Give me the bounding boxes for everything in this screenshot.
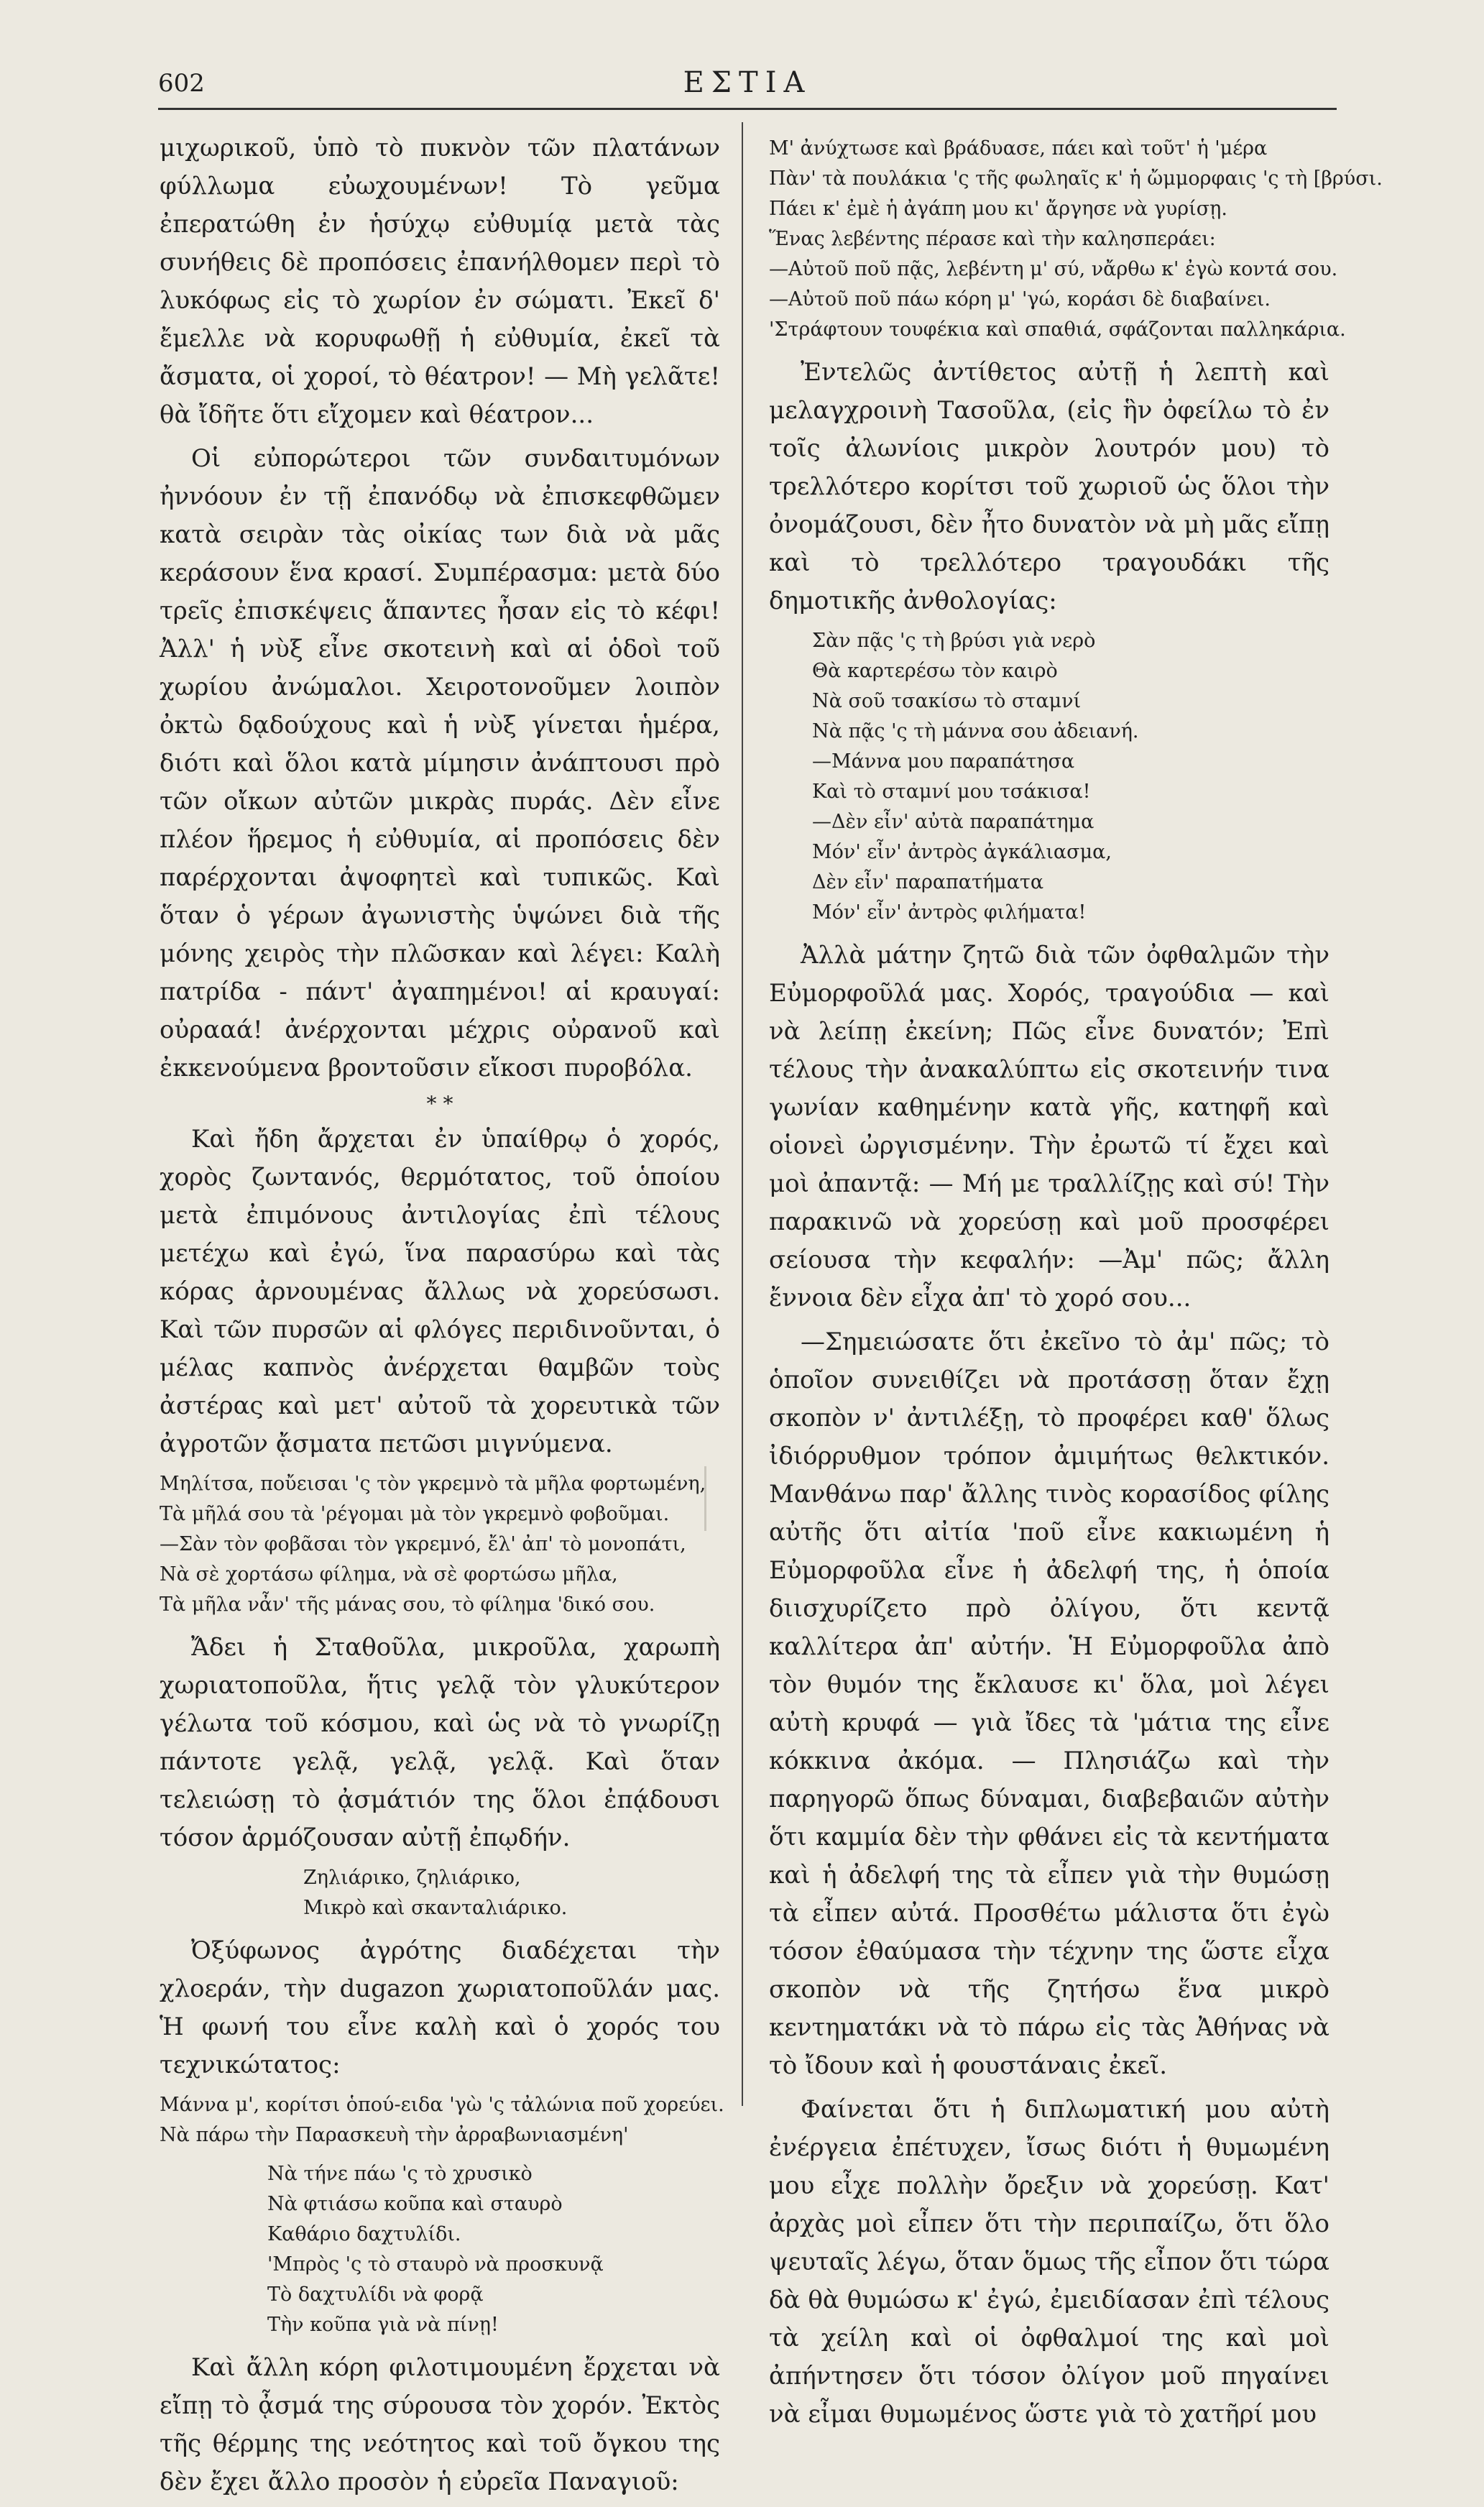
paragraph: Ἀλλὰ μάτην ζητῶ διὰ τῶν ὀφθαλμῶν τὴν Εὐμορφοῦλά μας. Χορός, τραγούδια — καὶ νὰ λείπῃ ἐκείνη; Πῶς εἶνε δυνατόν; Ἐπὶ τέλους τὴν ἀνακαλύπτω εἰς σκοτεινήν τινα γωνίαν καθημένην κατὰ γῆς, κατηφῆ καὶ οἱονεὶ ὠργισμένην. Τὴν ἐρωτῶ τί ἔχει καὶ μοὶ ἀπαντᾷ: — Μή με τραλλίζῃς καὶ σύ! Τὴν παρακινῶ νὰ χορεύσῃ καὶ μοῦ προσφέρει σείουσα τὴν κεφαλήν: —Ἀμ' πῶς; ἄλλη ἔννοια δὲν εἶχα ἀπ' τὸ χορό σου... [769, 941, 1329, 1312]
right-column [769, 129, 1383, 2439]
paragraph: Ὀξύφωνος ἀγρότης διαδέχεται τὴν χλοεράν, τὴν dugazon χωριατοποῦλάν μας. Ἡ φωνή του εἶνε καλὴ καὶ ὁ χορός του τεχνικώτατος: [160, 1936, 720, 2079]
paragraph: Καὶ ἄλλη κόρη φιλοτιμουμένη ἔρχεται νὰ εἴπῃ τὸ ᾆσμά της σύρουσα τὸν χορόν. Ἐκτὸς τῆς θέρμης της νεότητος καὶ τοῦ ὄγκου της δὲν ἔχει ἄλλο προσὸν ἡ εὐρεῖα Παναγιοῦ: [160, 2353, 720, 2496]
verse-block [160, 2090, 724, 2150]
verse-line: Τὰ μῆλα νἆν' τῆς μάνας σου, τὸ φίλημα 'δικό σου. [160, 1593, 655, 1616]
verse-line: Μηλίτσα, ποὔεισαι 'ς τὸν γκρεμνὸ τὰ μῆλα φορτωμένη, [160, 1473, 706, 1495]
verse-line: Τὸ δαχτυλίδι νὰ φορᾷ [267, 2283, 484, 2306]
verse-line: 'Στράφτουν τουφέκια καὶ σπαθιά, σφάζονται παλληκάρια. [769, 318, 1346, 341]
paragraph: μιχωρικοῦ, ὑπὸ τὸ πυκνὸν τῶν πλατάνων φύλλωμα εὐωχουμένων! Τὸ γεῦμα ἐπερατώθη ἐν ἡσύχῳ εὐθυμίᾳ μετὰ τὰς συνήθεις δὲ προπόσεις ἐπανήλθομεν περὶ τὸ λυκόφως εἰς τὸ χωρίον ἐν σώματι. Ἐκεῖ δ' ἔμελλε νὰ κορυφωθῇ ἡ εὐθυμία, ἐκεῖ τὰ ἄσματα, οἱ χοροί, τὸ θέατρον! — Μὴ γελᾶτε! θὰ ἴδῆτε ὅτι εἴχομεν καὶ θέατρον... [160, 134, 720, 429]
binding-shadow [704, 1466, 757, 1531]
paragraph: Ἄδει ἡ Σταθοῦλα, μικροῦλα, χαρωπὴ χωριατοποῦλα, ἥτις γελᾷ τὸν γλυκύτερον γέλωτα τοῦ κόσμου, καὶ ὡς νὰ τὸ γνωρίζῃ πάντοτε γελᾷ, γελᾷ, γελᾷ. Καὶ ὅταν τελειώσῃ τὸ ᾀσμάτιόν της ὅλοι ἐπᾴδουσι τόσον ἁρμόζουσαν αὐτῇ ἐπῳδήν. [160, 1633, 720, 1852]
verse-line: Νὰ σοῦ τσακίσω τὸ σταμνί [812, 690, 1082, 712]
header-rule [158, 108, 1337, 110]
verse-line: Μ' ἀνύχτωσε καὶ βράδυασε, πάει καὶ τοῦτ' ἡ 'μέρα [769, 137, 1268, 160]
verse-line: —Δὲν εἶν' αὐτὰ παραπάτημα [812, 811, 1094, 833]
verse-line: Πὰν' τὰ πουλάκια 'ς τῆς φωληαῖς κ' ἡ ὤμμορφαις 'ς τὴ [βρύσι. [769, 167, 1383, 190]
running-title: ΕΣΤΙΑ [683, 66, 812, 99]
verse-line: Νὰ σὲ χορτάσω φίλημα, νὰ σὲ φορτώσω μῆλα, [160, 1563, 618, 1586]
verse-block [160, 1469, 720, 1620]
verse-line: —Σὰν τὸν φοβᾶσαι τὸν γκρεμνό, ἔλ' ἀπ' τὸ μονοπάτι, [160, 1533, 686, 1555]
verse-line: Ζηλιάρικο, ζηλιάρικο, [303, 1867, 521, 1889]
verse-block [769, 626, 1329, 928]
verse-block [769, 134, 1383, 345]
verse-line: Μόν' εἶν' ἀντρὸς φιλήματα! [812, 901, 1087, 924]
verse-block [160, 1863, 720, 1923]
section-break: * * [426, 1092, 453, 1116]
verse-line: Τὰ μῆλά σου τὰ 'ρέγομαι μὰ τὸν γκρεμνὸ φοβοῦμαι. [160, 1503, 670, 1525]
verse-line: —Αὐτοῦ ποῦ πάω κόρη μ' 'γώ, κοράσι δὲ διαβαίνει. [769, 288, 1271, 310]
verse-line: 'Μπρὸς 'ς τὸ σταυρὸ νὰ προσκυνᾷ [267, 2253, 604, 2276]
paragraph: Ἐντελῶς ἀντίθετος αὐτῇ ἡ λεπτὴ καὶ μελαγχροινὴ Τασοῦλα, (εἰς ἣν ὀφείλω τὸ ἐν τοῖς ἀλωνίοις μικρὸν λουτρόν μου) τὸ τρελλότερο κορίτσι τοῦ χωριοῦ ὡς ὅλοι τὴν ὀνομάζουσι, δὲν ἦτο δυνατὸν νὰ μὴ μᾶς εἴπῃ καὶ τὸ τρελλότερο τραγουδάκι τῆς δημοτικῆς ἀνθολογίας: [769, 358, 1329, 615]
verse-line: Μόν' εἶν' ἀντρὸς ἀγκάλιασμα, [812, 841, 1112, 863]
verse-line: Μάννα μ', κορίτσι ὁπού-ειδα 'γὼ 'ς τἀλώνια ποῦ χορεύει. [160, 2094, 724, 2116]
verse-line: —Μάννα μου παραπάτησα [812, 750, 1075, 773]
page-header [158, 66, 1337, 102]
verse-line: Νὰ πάρω τὴν Παρασκευὴ τὴν ἀρραβωνιασμένη' [160, 2124, 629, 2146]
paragraph: Φαίνεται ὅτι ἡ διπλωματική μου αὐτὴ ἐνέργεια ἐπέτυχεν, ἴσως διότι ἡ θυμωμένη μου εἶχε πολλὴν ὄρεξιν νὰ χορεύσῃ. Κατ' ἀρχὰς μοὶ εἶπεν ὅτι τὴν περιπαίζω, ὅτι ὅλο ψευταῖς λέγω, ὅταν ὅμως τῆς εἶπον ὅτι τώρα δὰ θὰ θυμώσω κ' ἐγώ, ἐμειδίασαν ἐπὶ τέλους τὰ χείλη καὶ οἱ ὀφθαλμοί της καὶ μοὶ ἀπήντησεν ὅτι τόσον ὀλίγον μοῦ πηγαίνει νὰ εἶμαι θυμωμένος ὥστε γιὰ τὸ χατῆρί μου [769, 2095, 1329, 2429]
verse-line: Σὰν πᾷς 'ς τὴ βρύσι γιὰ νερὸ [812, 630, 1096, 652]
page-number: 602 [158, 69, 205, 98]
verse-line: Νὰ φτιάσω κοῦπα καὶ σταυρὸ [267, 2193, 563, 2215]
verse-line: Θὰ καρτερέσω τὸν καιρὸ [812, 660, 1058, 682]
verse-line: Νὰ πᾷς 'ς τὴ μάννα σου ἀδειανή. [812, 720, 1139, 742]
paragraph: —Σημειώσατε ὅτι ἐκεῖνο τὸ ἀμ' πῶς; τὸ ὁποῖον συνειθίζει νὰ προτάσσῃ ὅταν ἔχῃ σκοπὸν ν' ἀντιλέξῃ, τὸ προφέρει καθ' ὅλως ἰδιόρρυθμον τρόπον ἀμιμήτως θελκτικόν. Μανθάνω παρ' ἄλλης τινὸς κορασίδος φίλης αὐτῆς ὅτι αἰτία 'ποῦ εἶνε κακιωμένη ἡ Εὐμορφοῦλα εἶνε ἡ ἀδελφή της, ἡ ὁποία διισχυρίζετο πρὸ ὀλίγου, ὅτι κεντᾷ καλλίτερα ἀπ' αὐτήν. Ἡ Εὐμορφοῦλα ἀπὸ τὸν θυμόν της ἔκλαυσε κι' ὅλα, μοὶ λέγει αὐτὴ κρυφά — γιὰ ἴδες τὰ 'μάτια της εἶνε κόκκινα ἀκόμα. — Πλησιάζω καὶ τὴν παρηγορῶ ὅπως δύναμαι, διαβεβαιῶν αὐτὴν ὅτι καμμία δὲν τὴν φθάνει εἰς τὰ κεντήματα καὶ ἡ ἀδελφή της τὰ εἶπεν γιὰ τὴν θυμώσῃ τὰ εἶπεν αὐτά. Προσθέτω μάλιστα ὅτι ἐγὼ τόσον ἐθαύμασα τὴν τέχνην της ὥστε εἶχα σκοπὸν νὰ τῆς ζητήσω ἕνα μικρὸ κεντηματάκι νὰ τὸ πάρω εἰς τὰς Ἀθήνας νὰ τὸ ἴδουν καὶ ἡ φουστάναις ἐκεῖ. [769, 1328, 1329, 2080]
column-divider [742, 122, 743, 2106]
left-column [160, 129, 724, 2507]
verse-line: Τὴν κοῦπα γιὰ νὰ πίνῃ! [267, 2314, 499, 2336]
verse-line: Μικρὸ καὶ σκανταλιάρικο. [303, 1897, 568, 1919]
verse-line: Ἕνας λεβέντης πέρασε καὶ τὴν καλησπεράει: [769, 228, 1216, 250]
verse-line: Καὶ τὸ σταμνί μου τσάκισα! [812, 781, 1091, 803]
verse-line: Νὰ τήνε πάω 'ς τὸ χρυσικὸ [267, 2163, 533, 2185]
verse-line: Καθάριο δαχτυλίδι. [267, 2223, 461, 2245]
verse-block [160, 2159, 720, 2340]
paragraph: Καὶ ἤδη ἄρχεται ἐν ὑπαίθρῳ ὁ χορός, χορὸς ζωντανός, θερμότατος, τοῦ ὁποίου μετὰ ἐπιμόνους ἀντιλογίας ἐπὶ τέλους μετέχω καὶ ἐγώ, ἵνα παρασύρω καὶ τὰς κόρας ἀρνουμένας ἄλλως νὰ χορεύσωσι. Καὶ τῶν πυρσῶν αἱ φλόγες περιδινοῦνται, ὁ μέλας καπνὸς ἀνέρχεται θαμβῶν τοὺς ἀστέρας καὶ μετ' αὐτοῦ τὰ χορευτικὰ τῶν ἀγροτῶν ᾄσματα πετῶσι μιγνύμενα. [160, 1125, 720, 1458]
paragraph: Οἱ εὐπορώτεροι τῶν συνδαιτυμόνων ἠννόουν ἐν τῇ ἐπανόδῳ νὰ ἐπισκεφθῶμεν κατὰ σειρὰν τὰς οἰκίας των διὰ νὰ μᾶς κεράσουν ἕνα κρασί. Συμπέρασμα: μετὰ δύο τρεῖς ἐπισκέψεις ἅπαντες ἦσαν εἰς τὸ κέφι! Ἀλλ' ἡ νὺξ εἶνε σκοτεινὴ καὶ αἱ ὁδοὶ τοῦ χωρίου ἀνώμαλοι. Χειροτονοῦμεν λοιπὸν ὀκτὼ δᾳδούχους καὶ ἡ νὺξ γίνεται ἡμέρα, διότι καὶ ὅλοι κατὰ μίμησιν ἀνάπτουσι πρὸ τῶν οἴκων αὐτῶν μικρὰς πυράς. Δὲν εἶνε πλέον ἥρεμος ἡ εὐθυμία, αἱ προπόσεις δὲν παρέρχονται ἀψοφητεὶ καὶ τυπικῶς. Καὶ ὅταν ὁ γέρων ἀγωνιστὴς ὑψώνει διὰ τῆς μόνης χειρὸς τὴν πλῶσκαν καὶ λέγει: Καλὴ πατρίδα - πάντ' ἀγαπημένοι! αἱ κραυγαί: οὐρααά! ἀνέρχονται μέχρις οὐρανοῦ καὶ ἐκκενούμενα βροντοῦσιν εἴκοσι πυροβόλα. [160, 444, 720, 1082]
verse-line: Δὲν εἶν' παραπατήματα [812, 871, 1044, 893]
verse-line: Πάει κ' ἐμὲ ἡ ἀγάπη μου κι' ἄργησε νὰ γυρίσῃ. [769, 198, 1227, 220]
verse-line: —Αὐτοῦ ποῦ πᾷς, λεβέντη μ' σύ, νἄρθω κ' ἐγὼ κοντά σου. [769, 258, 1338, 280]
